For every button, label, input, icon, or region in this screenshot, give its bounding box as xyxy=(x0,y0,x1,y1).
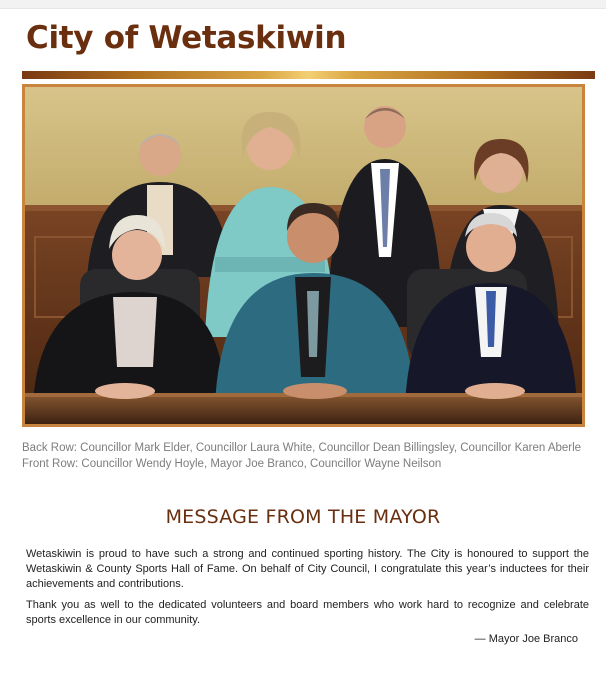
message-heading: MESSAGE FROM THE MAYOR xyxy=(165,506,441,528)
message-paragraph-1: Wetaskiwin is proud to have such a strong and continued sporting history. The City is honoured to support the Wetaskiwin & County Sports Hall of Fame. On behalf of City Council, I congratulate this year’s inductees for their achievements and contributions. xyxy=(26,548,589,590)
caption-back-row: Back Row: Councillor Mark Elder, Councillor Laura White, Councillor Dean Billingsley, Councillor Karen Aberle xyxy=(22,442,582,454)
message-paragraph-2: Thank you as well to the dedicated volunteers and board members who work hard to recognize and celebrate sports excellence in our community. xyxy=(26,599,589,626)
council-photo-illustration xyxy=(25,87,582,424)
mayor-signature: — Mayor Joe Branco xyxy=(474,633,578,645)
title-underline-bar xyxy=(22,71,595,79)
caption-front-row: Front Row: Councillor Wendy Hoyle, Mayor Joe Branco, Councillor Wayne Neilson xyxy=(22,458,442,470)
council-group-photo xyxy=(22,84,585,427)
page-title: City of Wetaskiwin xyxy=(26,20,347,56)
top-rule xyxy=(0,0,606,9)
